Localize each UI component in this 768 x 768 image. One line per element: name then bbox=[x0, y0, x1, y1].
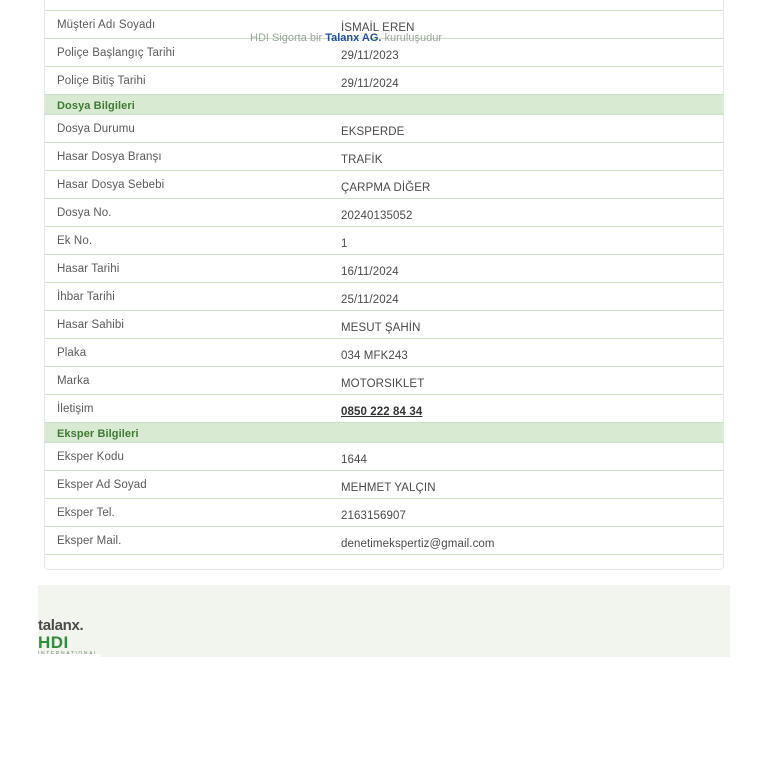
section-header-eksper bbox=[45, 423, 723, 443]
logo-hdi-text: HDI bbox=[38, 633, 69, 652]
table-row bbox=[45, 115, 723, 143]
footer-text-before: HDI Sigorta bir bbox=[250, 32, 326, 44]
claim-info-table bbox=[45, 0, 723, 555]
row-value: MEHMET YALÇIN bbox=[329, 474, 723, 502]
row-value: EKSPERDE bbox=[329, 118, 723, 146]
section-title: Eksper Bilgileri bbox=[57, 427, 139, 440]
row-label: Poliçe Bitiş Tarihi bbox=[45, 67, 329, 95]
row-value: 1 bbox=[329, 230, 723, 258]
table-row bbox=[45, 367, 723, 395]
footer-text-after: kuruluşudur bbox=[381, 32, 442, 44]
row-value: 2163156907 bbox=[329, 502, 723, 530]
row-value bbox=[329, 0, 723, 6]
row-value: TRAFİK bbox=[329, 146, 723, 174]
row-label: Eksper Tel. bbox=[45, 499, 329, 527]
table-row bbox=[45, 311, 723, 339]
row-label: İhbar Tarihi bbox=[45, 283, 329, 311]
table-row bbox=[45, 443, 723, 471]
row-label: Marka bbox=[45, 367, 329, 395]
row-label: Dosya Durumu bbox=[45, 115, 329, 143]
row-label: Hasar Tarihi bbox=[45, 255, 329, 283]
row-label: Ek No. bbox=[45, 227, 329, 255]
row-label: Hasar Dosya Sebebi bbox=[45, 171, 329, 199]
row-value: 29/11/2024 bbox=[329, 70, 723, 98]
table-row bbox=[45, 67, 723, 95]
table-row bbox=[45, 143, 723, 171]
row-label: Eksper Kodu bbox=[45, 443, 329, 471]
section-title: Dosya Bilgileri bbox=[57, 99, 135, 112]
claim-info-card bbox=[44, 0, 724, 570]
phone-link[interactable]: 0850 222 84 34 bbox=[341, 405, 423, 418]
logo-talanx-text: talanx. bbox=[38, 617, 84, 634]
logo-clip-mask bbox=[38, 654, 100, 657]
row-value: İSMAİL EREN bbox=[329, 14, 723, 42]
row-value: 1644 bbox=[329, 446, 723, 474]
row-value: ÇARPMA DİĞER bbox=[329, 174, 723, 202]
row-value: MESUT ŞAHİN bbox=[329, 314, 723, 342]
row-label bbox=[45, 0, 329, 11]
row-label: Hasar Dosya Branşı bbox=[45, 143, 329, 171]
section-header-dosya bbox=[45, 95, 723, 115]
row-label: Eksper Mail. bbox=[45, 527, 329, 555]
table-row bbox=[45, 199, 723, 227]
table-row bbox=[45, 0, 723, 11]
row-value: denetimekspertiz@gmail.com bbox=[329, 530, 723, 558]
row-label: Hasar Sahibi bbox=[45, 311, 329, 339]
table-row bbox=[45, 471, 723, 499]
row-value: 29/11/2023 bbox=[329, 42, 723, 70]
row-value: MOTORSIKLET bbox=[329, 370, 723, 398]
table-row bbox=[45, 499, 723, 527]
row-label: Müşteri Adı Soyadı bbox=[45, 11, 329, 39]
row-label: Dosya No. bbox=[45, 199, 329, 227]
hdi-talanx-logo bbox=[38, 618, 100, 658]
table-row bbox=[45, 255, 723, 283]
row-value: 034 MFK243 bbox=[329, 342, 723, 370]
footer-text bbox=[0, 32, 692, 44]
table-row bbox=[45, 283, 723, 311]
talanx-brand-link[interactable]: Talanx AG. bbox=[325, 32, 382, 44]
row-label: Plaka bbox=[45, 339, 329, 367]
table-row-contact bbox=[45, 395, 723, 423]
table-row bbox=[45, 339, 723, 367]
row-value: 16/11/2024 bbox=[329, 258, 723, 286]
footer-band bbox=[38, 585, 730, 657]
row-value: 20240135052 bbox=[329, 202, 723, 230]
table-row bbox=[45, 227, 723, 255]
row-label: İletişim bbox=[45, 395, 329, 423]
row-value: 25/11/2024 bbox=[329, 286, 723, 314]
table-row bbox=[45, 171, 723, 199]
row-label: Eksper Ad Soyad bbox=[45, 471, 329, 499]
row-label: Poliçe Başlangıç Tarihi bbox=[45, 39, 329, 67]
table-row-last bbox=[45, 527, 723, 555]
